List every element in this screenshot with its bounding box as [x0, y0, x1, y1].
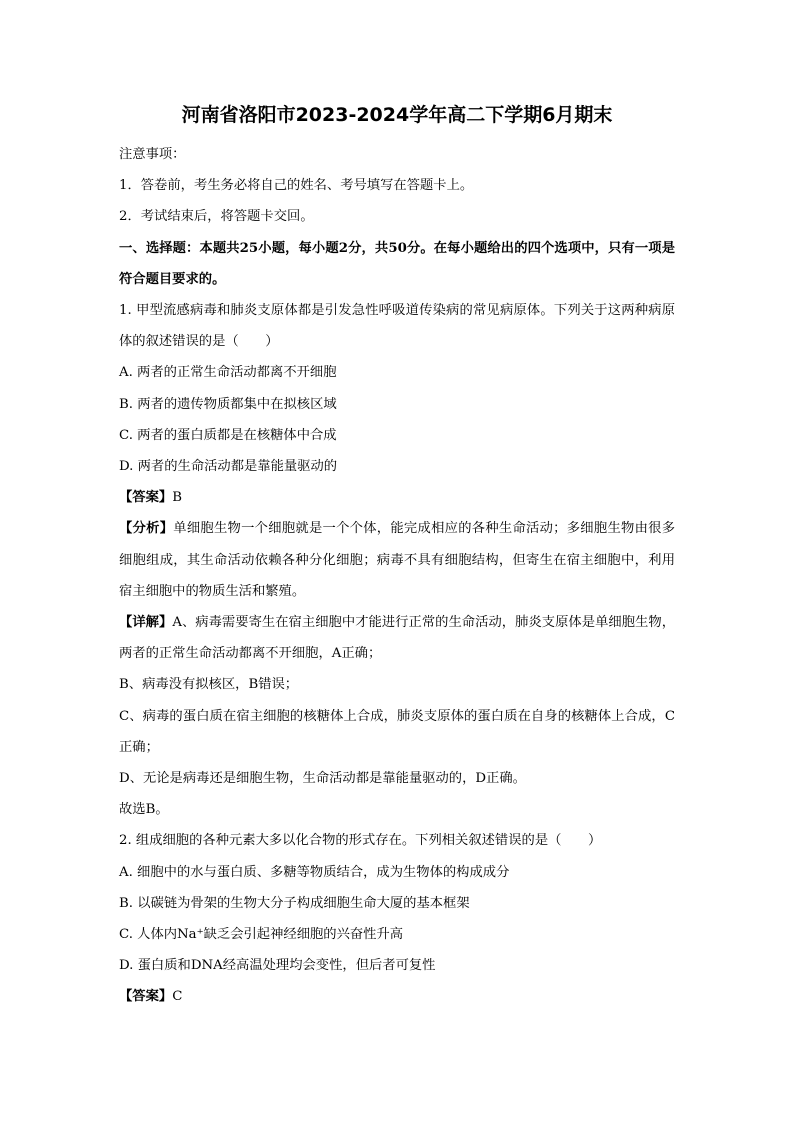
question-1-option-b: B. 两者的遗传物质都集中在拟核区域 — [119, 396, 337, 412]
question-1-detail-d: D、无论是病毒还是细胞生物，生命活动都是靠能量驱动的，D正确。 — [119, 771, 526, 787]
section-one-heading: 一、选择题：本题共25小题，每小题2分，共50分。在每小题给出的四个选项中，只有一项是符合题目要求的。 — [119, 240, 675, 287]
question-1-detail-a — [119, 607, 675, 669]
question-1-detail-c: C、病毒的蛋白质在宿主细胞的核糖体上合成，肺炎支原体的蛋白质在自身的核糖体上合成，C正确； — [119, 708, 675, 755]
question-2-stem: 2. 组成细胞的各种元素大多以化合物的形式存在。下列相关叙述错误的是（ ） — [119, 833, 602, 849]
question-1-conclusion: 故选B。 — [119, 802, 169, 818]
question-1-analysis — [119, 513, 675, 607]
detail-text: A、病毒需要寄生在宿主细胞中才能进行正常的生命活动，肺炎支原体是单细胞生物，两者的正常生命活动都离不开细胞，A正确； — [119, 615, 675, 662]
analysis-text: 单细胞生物一个细胞就是一个个体，能完成相应的各种生命活动；多细胞生物由很多细胞组成，其生命活动依赖各种分化细胞；病毒不具有细胞结构，但寄生在宿主细胞中，利用宿主细胞中的物质生活和繁殖。 — [119, 521, 676, 599]
analysis-tag: 【分析】 — [119, 521, 174, 537]
answer-tag: 【答案】 — [119, 989, 173, 1005]
question-1-option-a: A. 两者的正常生命活动都离不开细胞 — [119, 365, 337, 381]
question-2-answer — [119, 981, 675, 1012]
question-1-answer — [119, 482, 675, 513]
notice-item: 2．考试结束后，将答题卡交回。 — [119, 209, 314, 225]
question-2-option-b: B. 以碳链为骨架的生物大分子构成细胞生命大厦的基本框架 — [119, 895, 470, 911]
question-1-stem: 1. 甲型流感病毒和肺炎支原体都是引发急性呼吸道传染病的常见病原体。下列关于这两种病原体的叙述错误的是（ ） — [119, 303, 675, 350]
question-1-option-d: D. 两者的生命活动都是靠能量驱动的 — [119, 459, 338, 475]
question-1-detail-b: B、病毒没有拟核区，B错误； — [119, 677, 299, 693]
answer-tag: 【答案】 — [119, 490, 173, 506]
answer-value: B — [172, 490, 182, 506]
question-2-option-c: C. 人体内Na⁺缺乏会引起神经细胞的兴奋性升高 — [119, 927, 404, 943]
answer-value: C — [172, 989, 183, 1005]
question-2-option-d: D. 蛋白质和DNA经高温处理均会变性，但后者可复性 — [119, 958, 436, 974]
document-page — [119, 100, 675, 1013]
detail-tag: 【详解】 — [119, 615, 173, 631]
question-1-option-c: C. 两者的蛋白质都是在核糖体中合成 — [119, 427, 337, 443]
notice-item: 1．答卷前，考生务必将自己的姓名、考号填写在答题卡上。 — [119, 178, 474, 194]
notice-heading: 注意事项： — [119, 147, 186, 162]
question-2-option-a: A. 细胞中的水与蛋白质、多糖等物质结合，成为生物体的构成成分 — [119, 864, 510, 880]
document-title: 河南省洛阳市2023-2024学年高二下学期6月期末 — [181, 104, 613, 126]
